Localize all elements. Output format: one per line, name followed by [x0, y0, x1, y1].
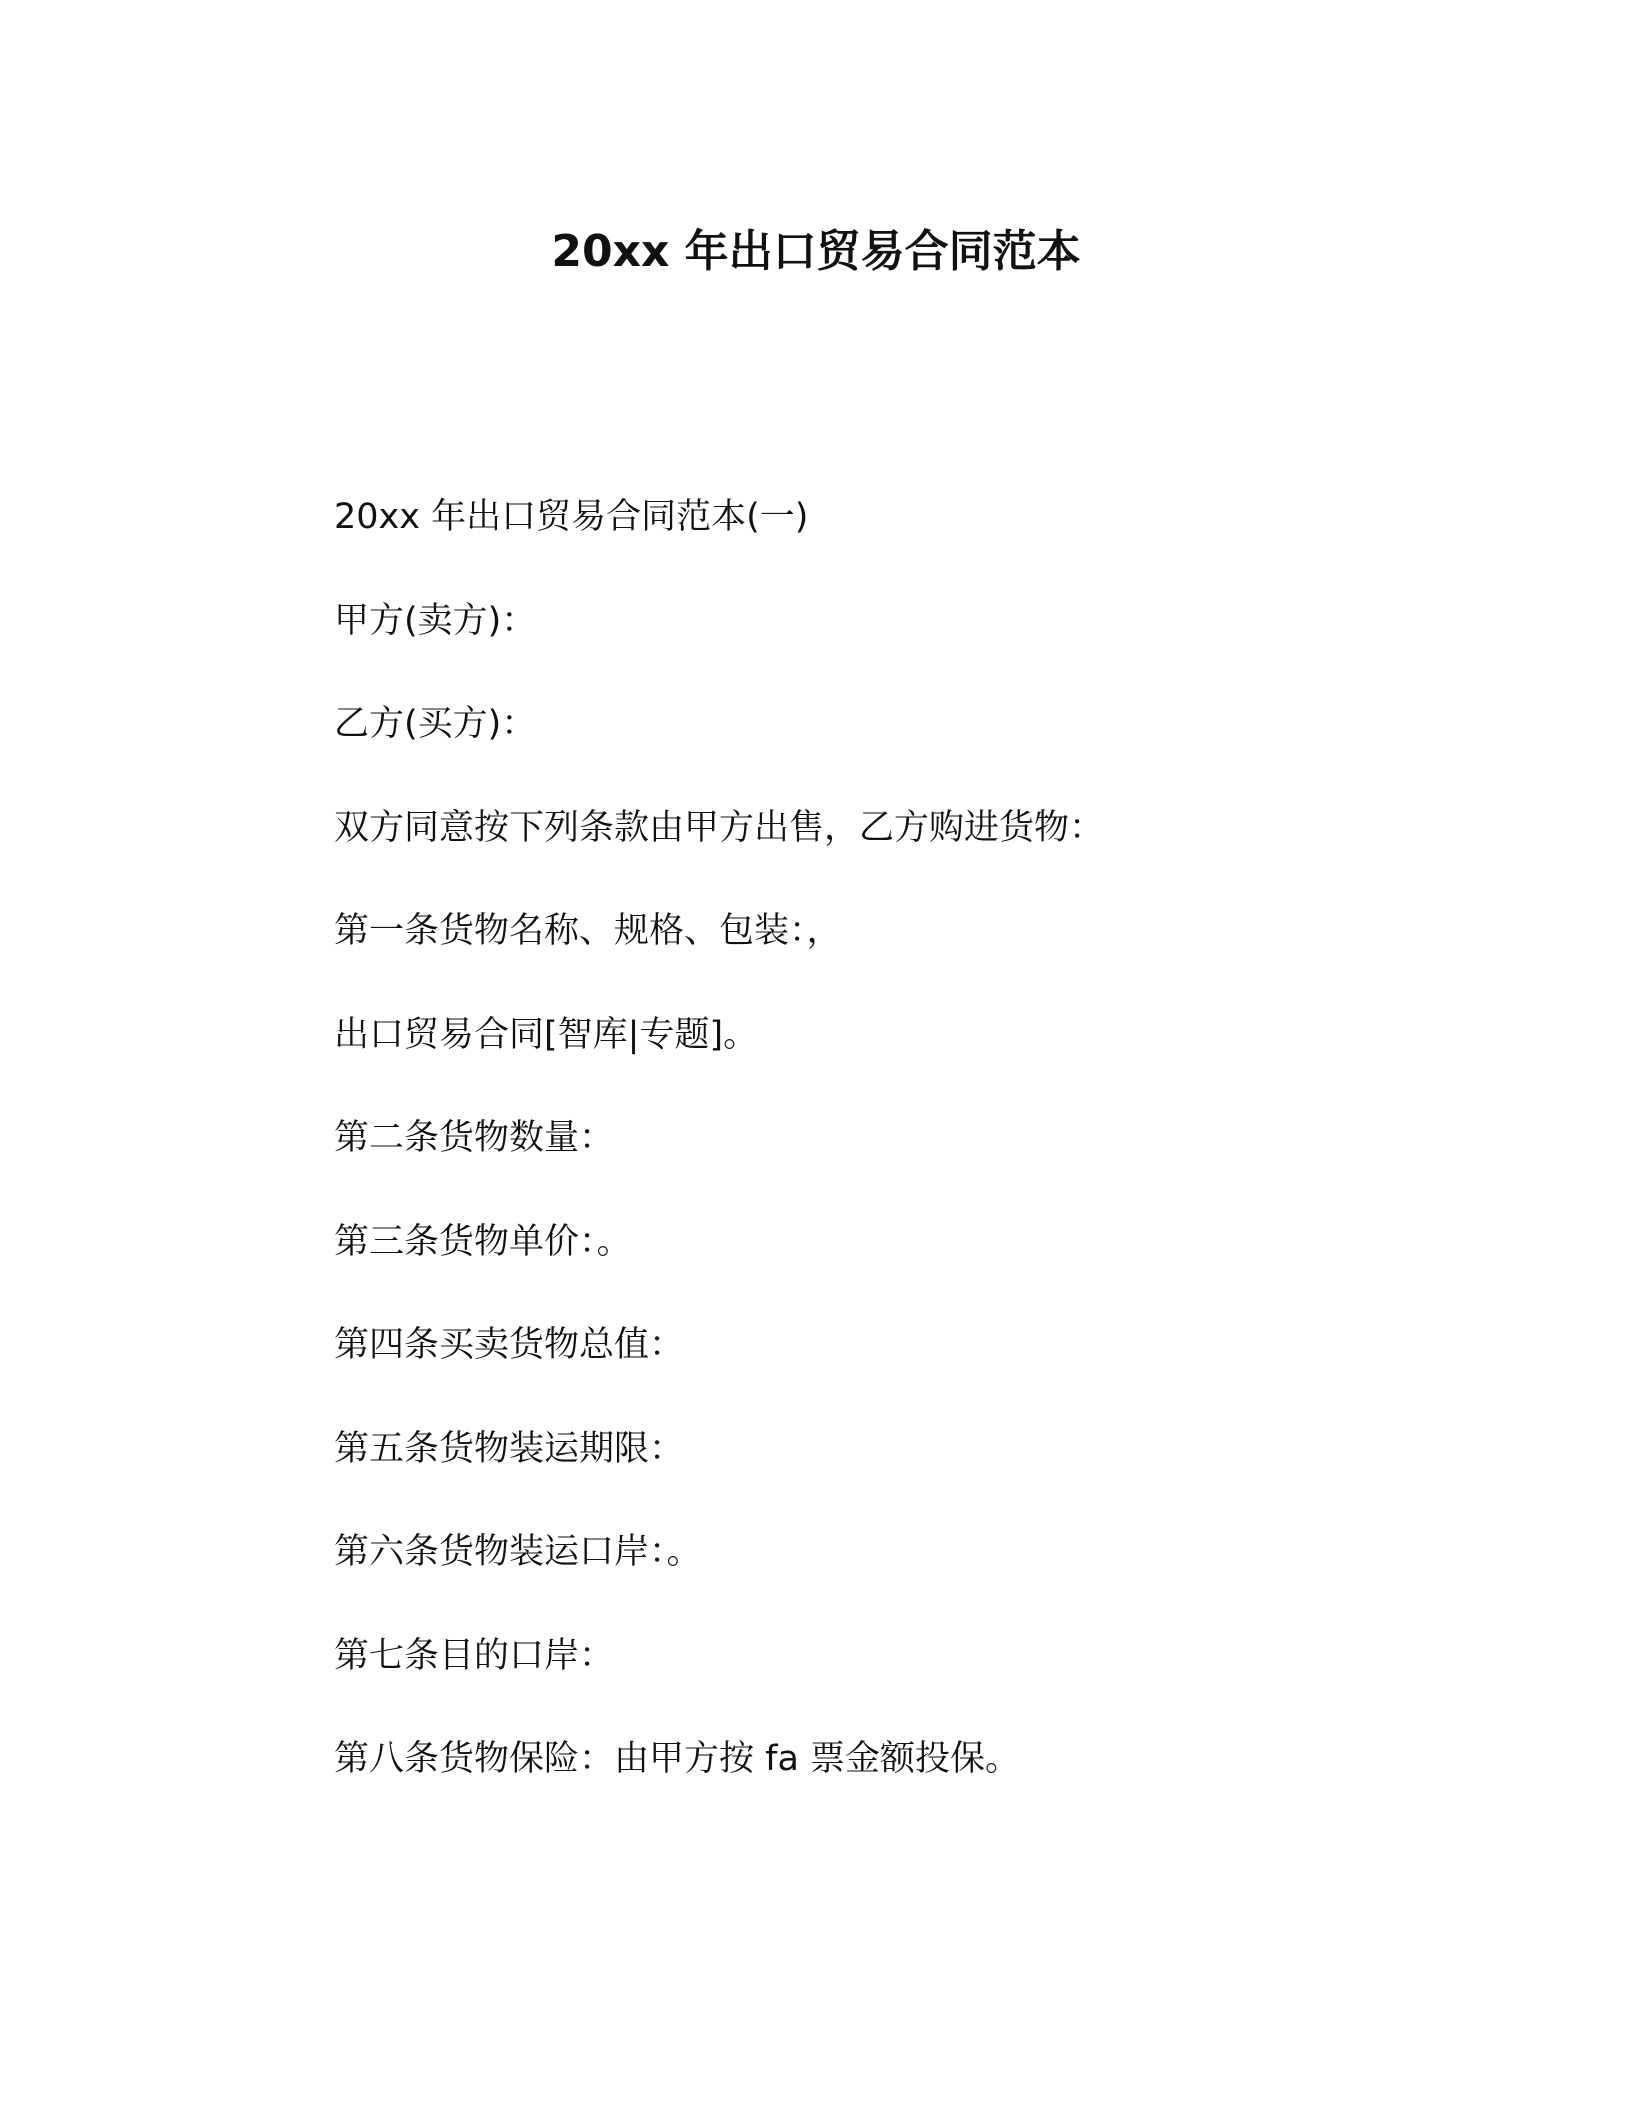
document-title: 20xx 年出口贸易合同范本 — [551, 226, 1081, 277]
clause-1: 第一条货物名称、规格、包装：， — [334, 911, 842, 951]
clause-5: 第五条货物装运期限： — [334, 1428, 685, 1469]
party-b-line: 乙方(买方)： — [334, 704, 537, 744]
clause-6: 第六条货物装运口岸：。 — [334, 1532, 702, 1572]
section-heading: 20xx 年出口贸易合同范本(一) — [334, 497, 809, 537]
clause-7: 第七条目的口岸： — [334, 1635, 615, 1676]
clause-4: 第四条买卖货物总值： — [334, 1325, 685, 1365]
clause-8: 第八条货物保险：由甲方按 fa 票金额投保。 — [334, 1739, 1021, 1779]
clause-3: 第三条货物单价：。 — [334, 1221, 632, 1262]
clause-1-continued: 出口贸易合同[智库|专题]。 — [334, 1014, 759, 1055]
clause-2: 第二条货物数量： — [334, 1118, 615, 1158]
document-body — [334, 492, 1434, 1838]
agreement-intro: 双方同意按下列条款由甲方出售，乙方购进货物： — [334, 807, 1105, 848]
party-a-line: 甲方(卖方)： — [334, 600, 537, 641]
